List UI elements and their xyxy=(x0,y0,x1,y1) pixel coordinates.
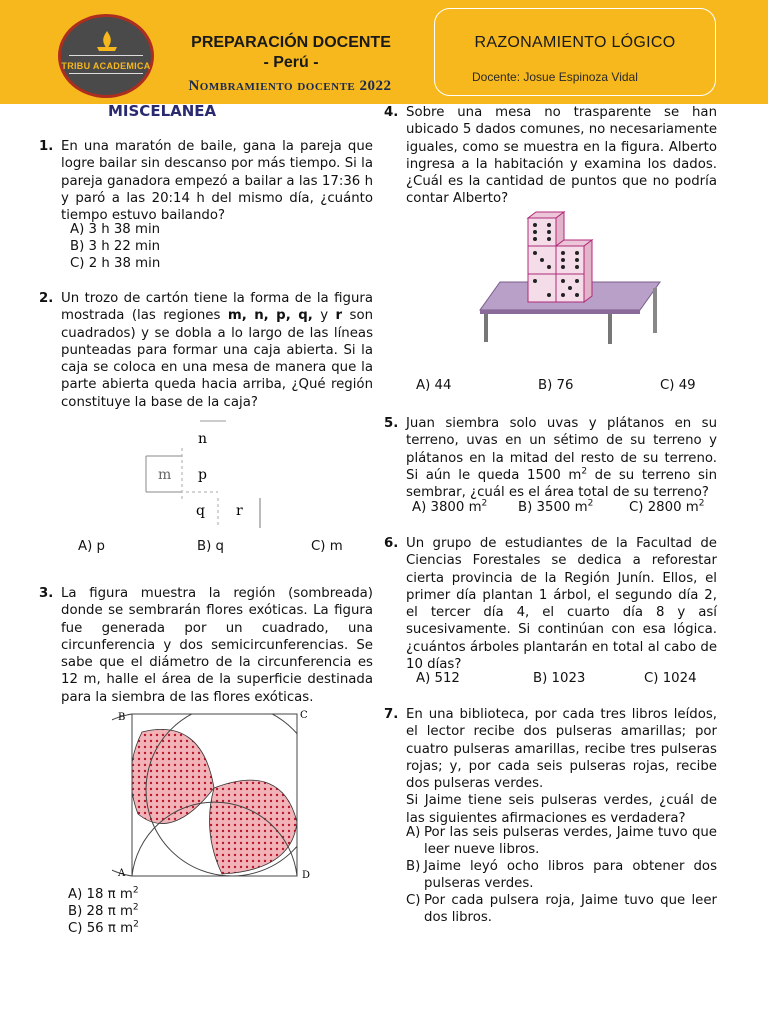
exponent: 2 xyxy=(133,919,139,930)
option-value: C) 56 xyxy=(68,921,104,936)
q4-option-a: A) 44 xyxy=(416,378,452,393)
text-part: de su terreno sin sembrar, ¿cuál es el área total de su terreno? xyxy=(406,467,717,501)
pi-symbol: π xyxy=(107,904,116,919)
exponent: 2 xyxy=(581,466,588,477)
option-text: Por las seis pulseras verdes, Jaime tuvo que leer nueve libros. xyxy=(424,825,717,858)
shaded-region-left xyxy=(131,729,214,823)
table-leg xyxy=(484,314,488,342)
option-value: A) 18 xyxy=(68,887,104,902)
exponent: 2 xyxy=(698,498,705,509)
unit: m xyxy=(120,921,134,936)
semicircle-left xyxy=(112,714,132,876)
option-text: Por cada pulsera roja, Jaime tuvo que leer dos libros. xyxy=(424,893,717,926)
flower-region-figure xyxy=(112,702,322,882)
cardboard-net-figure xyxy=(130,418,290,533)
text-part: Un trozo de cartón tiene la forma de la figura mostrada (las regiones xyxy=(61,291,373,324)
logo-text: TRIBU ACADEMICA xyxy=(61,61,151,71)
question-7 xyxy=(384,706,717,827)
exponent: 2 xyxy=(587,498,594,509)
header-subtitle: Nombramiento docente 2022 xyxy=(188,78,392,94)
table-leg xyxy=(653,288,657,333)
pi-symbol: π xyxy=(107,887,116,902)
question-text: Sobre una mesa no trasparente se han ubicado 5 dados comunes, no necesariamente iguales, como se muestra en la figura. Alberto ingresa a la habitación y examina los dados. ¿Cuál es la cantidad de puntos que no podría contar Alberto? xyxy=(406,105,717,207)
q4-option-c: C) 49 xyxy=(660,378,696,393)
q6-option-b: B) 1023 xyxy=(533,671,586,686)
label-q: q xyxy=(196,503,205,519)
q5-option-a xyxy=(412,500,487,515)
shaded-region-right xyxy=(210,780,298,874)
text-part: Juan siembra solo uvas y plátanos en su terreno, uvas en un sétimo de su terreno y plátanos en la mitad del resto de su terreno. Si aún le queda 1500 m xyxy=(406,416,717,483)
header-country: - Perú - xyxy=(263,54,319,71)
label-r: r xyxy=(236,503,243,519)
q7-option-c xyxy=(406,892,717,927)
bold-letter: n, xyxy=(254,308,269,324)
subject-title: RAZONAMIENTO LÓGICO xyxy=(474,34,676,51)
bold-letter: q, xyxy=(298,308,313,324)
question-text xyxy=(406,415,717,501)
option-letter: A) xyxy=(406,825,421,840)
question-number: 7. xyxy=(384,707,399,722)
q3-option-a xyxy=(68,886,139,903)
question-text: Un grupo de estudiantes de la Facultad de Ciencias Forestales se dedica a reforestar cierta provincia de la Región Junín. Ellos, el primer día plantan 1 árbol, el segundo día 2, el tercer día 4, el cuarto día 8 y así sucesivamente. Si continúan con esa lógica. ¿cuántos árboles plantarán en total al cabo de 10 días? xyxy=(406,536,717,673)
bold-letter: r xyxy=(335,308,343,324)
question-text: La figura muestra la región (sombreada) donde se sembrarán flores exóticas. La figura fue generada por un cuadrado, una circunferencia y dos semicircunferencias. Se sabe que el diámetro de la circunferencia es 12 m, halle el área de la superficie destinada para la siembra de las flores exóticas. xyxy=(61,586,373,705)
option-value: B) 3500 m xyxy=(518,500,588,515)
table-leg xyxy=(608,314,612,344)
label-b: B xyxy=(118,712,126,723)
question-2 xyxy=(39,290,374,411)
header-title: PREPARACIÓN DOCENTE xyxy=(191,34,391,51)
option-letter: C) xyxy=(406,893,421,908)
question-4 xyxy=(384,104,717,208)
tribu-academica-logo xyxy=(58,14,154,98)
unit: m xyxy=(119,904,133,919)
exponent: 2 xyxy=(132,902,139,913)
label-p: p xyxy=(198,467,207,483)
exponent: 2 xyxy=(481,498,488,509)
option-value: B) 28 xyxy=(68,904,104,919)
q6-option-a: A) 512 xyxy=(416,671,460,686)
q2-option-a: A) p xyxy=(78,539,105,554)
q2-option-c: C) m xyxy=(311,539,343,554)
flame-icon xyxy=(93,29,121,53)
q5-option-c xyxy=(629,500,704,515)
logo-divider-bottom xyxy=(69,73,143,74)
question-number: 2. xyxy=(39,291,54,306)
question-prompt: Si Jaime tiene seis pulseras verdes, ¿cuál de las siguientes afirmaciones es verdadera? xyxy=(406,793,717,826)
question-number: 5. xyxy=(384,416,399,431)
question-number: 1. xyxy=(39,139,54,154)
logo-divider-top xyxy=(69,55,143,56)
question-3 xyxy=(39,585,373,706)
dice-stack xyxy=(528,212,592,302)
question-number: 4. xyxy=(384,105,399,120)
label-n: n xyxy=(198,431,208,447)
q3-option-b xyxy=(68,903,139,920)
q4-option-b: B) 76 xyxy=(538,378,574,393)
question-number: 6. xyxy=(384,536,399,551)
option-text: Jaime leyó ocho libros para obtener dos pulseras verdes. xyxy=(424,859,717,892)
q7-option-b xyxy=(406,858,717,893)
q5-option-b xyxy=(518,500,593,515)
question-text: En una maratón de baile, gana la pareja que logre bailar sin descanso por más tiempo. Si la pareja ganadora empezó a bailar a las 17:36 h y paró a las 20:14 h del mismo día, ¿cuánto tiempo estuvo bailando? xyxy=(61,139,373,224)
table-edge xyxy=(480,310,640,314)
unit: m xyxy=(119,887,133,902)
section-title: MISCELANEA xyxy=(108,102,217,120)
option-letter: B) xyxy=(406,859,421,874)
label-c: C xyxy=(300,710,308,721)
label-m: m xyxy=(158,467,172,483)
q1-option-a: A) 3 h 38 min xyxy=(70,222,161,237)
pi-symbol: π xyxy=(107,921,116,936)
header-banner xyxy=(0,0,768,104)
question-number: 3. xyxy=(39,586,54,601)
q2-option-b: B) q xyxy=(197,539,224,554)
bold-letter: m, xyxy=(227,308,247,324)
label-a: A xyxy=(118,868,126,879)
dice-on-table-figure xyxy=(470,210,665,345)
q1-option-b: B) 3 h 22 min xyxy=(70,239,161,254)
option-value: A) 3800 m xyxy=(412,500,482,515)
question-text xyxy=(61,290,373,411)
q6-option-c: C) 1024 xyxy=(644,671,697,686)
conjunction: y xyxy=(320,308,329,324)
question-text: En una biblioteca, por cada tres libros leídos, el lector recibe dos pulseras amarillas; por cuatro pulseras amarillas, recibe tres pulseras rojas; y, por cada seis pulseras rojas, recibe dos pulseras verdes. xyxy=(406,707,717,792)
question-5 xyxy=(384,415,717,501)
label-d: D xyxy=(302,870,311,881)
option-value: C) 2800 m xyxy=(629,500,699,515)
q7-option-a xyxy=(406,824,717,859)
q3-option-c xyxy=(68,920,139,937)
q1-option-c: C) 2 h 38 min xyxy=(70,256,161,271)
bold-letter: p, xyxy=(276,308,291,324)
text-part: son cuadrados) y se dobla a lo largo de las líneas punteadas para formar una caja abierta. Si la caja se coloca en una mesa de manera que la parte abierta queda hacia arriba, ¿Qué región constituye la base de la caja? xyxy=(61,308,374,410)
exponent: 2 xyxy=(132,885,139,896)
question-1 xyxy=(39,138,373,224)
question-6 xyxy=(384,535,717,673)
teacher-name: Docente: Josue Espinoza Vidal xyxy=(472,70,638,84)
